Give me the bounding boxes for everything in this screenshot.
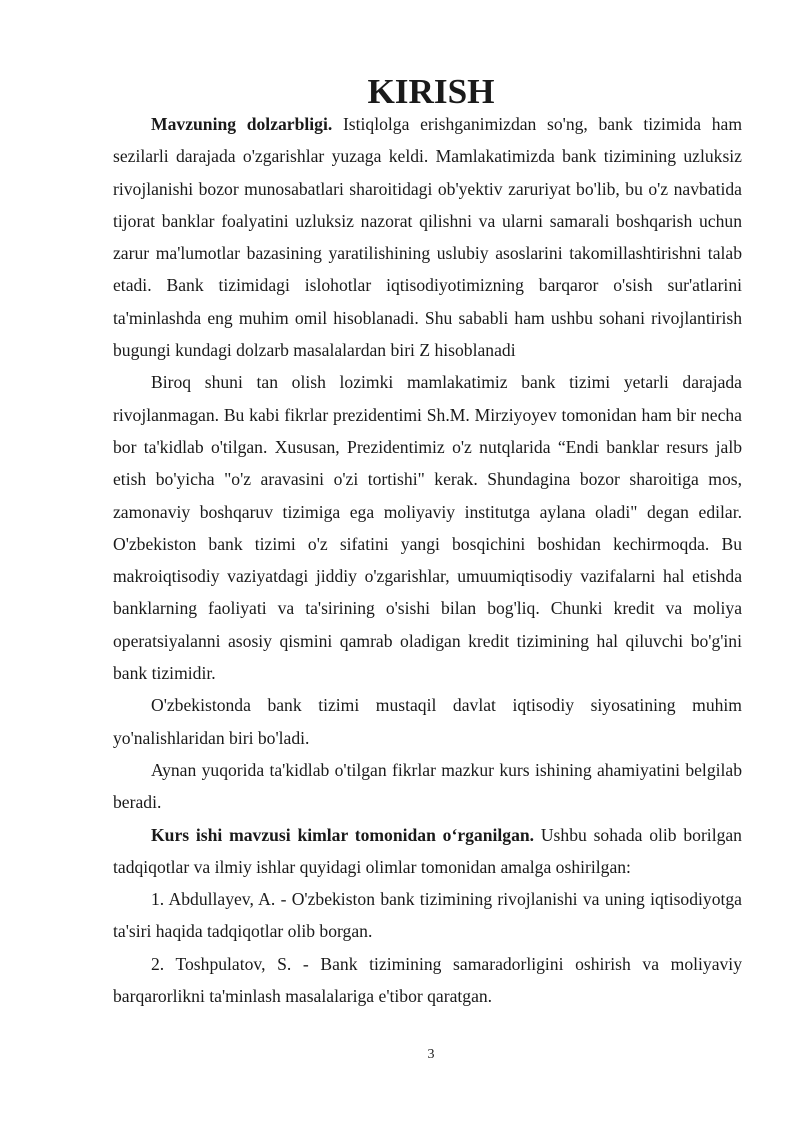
- paragraph-policy: [113, 689, 742, 754]
- paragraph-text: 1. Abdullayev, A. - O'zbekiston bank tizimining rivojlanishi va uning iqtisodiyotga ta'siri haqida tadqiqotlar olib borgan.: [113, 889, 742, 942]
- paragraph-research-authors: [113, 819, 742, 884]
- paragraph-text: Aynan yuqorida ta'kidlab o'tilgan fikrlar mazkur kurs ishining ahamiyatini belgilab beradi.: [113, 759, 742, 813]
- paragraph-banking-system: [113, 366, 742, 689]
- paragraph-importance: [113, 754, 742, 819]
- document-body: [113, 72, 742, 1012]
- list-item-author-2: [113, 948, 742, 1013]
- document-title: KIRISH: [367, 72, 495, 111]
- paragraph-relevance: [113, 108, 742, 366]
- page-number: 3: [427, 1047, 435, 1062]
- list-item-author-1: [113, 883, 742, 948]
- paragraph-text: Biroq shuni tan olish lozimki mamlakatimiz bank tizimi yetarli darajada rivojlanmagan. Bu kabi fikrlar prezidentimi Sh.M. Mirziyoyev tomonidan ham bir necha bor ta'kidlab o'tilgan. Xususan, Prezidentimiz o'z nutqlarida “Endi banklar resurs jalb etish bo'yicha "o'z aravasini o'zi tortishi" kerak. Shundagina bozor sharoitiga mos, zamonaviy boshqaruv tizimiga ega moliyaviy institutga aylana oladi" degan edilar. O'zbekiston bank tizimi o'z sifatini yangi bosqichini boshidan kechirmoqda. Bu makroiqtisodiy vaziyatdagi jiddiy o'zgarishlar, umuumiqtisodiy vazifalarni hal etishda banklarning faoliyati va ta'sirining o'sishi bilan bog'liq. Chunki kredit va moliya operatsiyalanni asosiy qismini qamrab oladigan kredit tizimining hal qiluvchi bo'g'ini bank tizimidir.: [113, 372, 742, 684]
- paragraph-text: 2. Toshpulatov, S. - Bank tizimining samaradorligini oshirish va moliyaviy barqarorlikni ta'minlash masalalariga e'tibor qaratgan.: [113, 953, 742, 1007]
- paragraph-lead: Kurs ishi mavzusi kimlar tomonidan o‘rganilgan.: [151, 824, 535, 845]
- paragraph-lead: Mavzuning dolzarbligi.: [151, 114, 333, 134]
- paragraph-text: Istiqlolga erishganimizdan so'ng, bank tizimida ham sezilarli darajada o'zgarishlar yuzaga keldi. Mamlakatimizda bank tizimining uzluksiz rivojlanishi bozor munosabatlari sharoitidagi ob'yektiv zaruriyat bo'lib, bu o'z navbatida tijorat banklar foalyatini uzluksiz nazorat qilishni va ularni samarali boshqarish uchun zarur ma'lumotlar bazasining yaratilishining uslubiy asoslarini takomillashtirishni talab etadi. Bank tizimidagi islohotlar iqtisodiyotimizning barqaror o'sish sur'atlarini ta'minlashda eng muhim omil hisoblanadi. Shu sababli ham ushbu sohani rivojlantirish bugungi kundagi dolzarb masalalardan biri Z hisoblanadi: [113, 114, 742, 361]
- paragraph-text: Ushbu sohada olib borilgan tadqiqotlar va ilmiy ishlar quyidagi olimlar tomonidan amalga oshirilgan:: [113, 824, 742, 877]
- paragraph-text: O'zbekistonda bank tizimi mustaqil davlat iqtisodiy siyosatining muhim yo'nalishlaridan biri bo'ladi.: [113, 695, 742, 748]
